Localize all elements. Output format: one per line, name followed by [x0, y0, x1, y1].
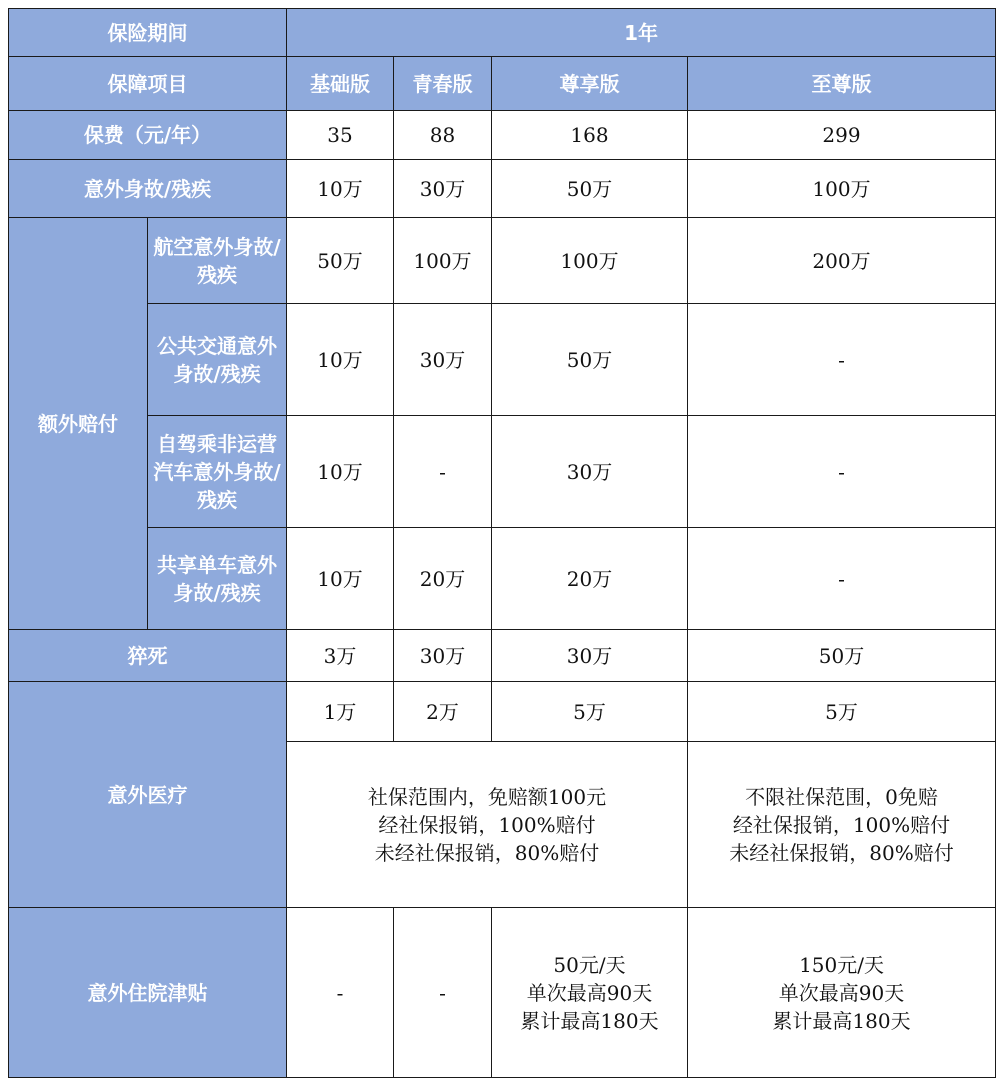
table-cell: 30万 — [492, 416, 688, 528]
table-cell: 299 — [688, 111, 996, 160]
table-row — [9, 630, 996, 682]
hospital-allowance-label: 意外住院津贴 — [9, 908, 287, 1078]
table-cell: 50元/天 单次最高90天 累计最高180天 — [492, 908, 688, 1078]
table-row — [9, 682, 996, 742]
extra-item-label: 共享单车意外身故/残疾 — [148, 528, 287, 630]
table-cell: - — [287, 908, 394, 1078]
table-cell: 100万 — [394, 218, 492, 304]
insurance-comparison-table — [8, 8, 996, 1078]
medical-label: 意外医疗 — [9, 682, 287, 908]
premium-label: 保费（元/年） — [9, 111, 287, 160]
table-cell: 5万 — [492, 682, 688, 742]
table-cell: 168 — [492, 111, 688, 160]
table-cell: 20万 — [394, 528, 492, 630]
table-cell: 100万 — [688, 160, 996, 218]
table-row — [9, 304, 996, 416]
table-cell: 35 — [287, 111, 394, 160]
table-cell: - — [394, 416, 492, 528]
table-cell: 50万 — [287, 218, 394, 304]
table-cell: - — [688, 304, 996, 416]
table-cell: 3万 — [287, 630, 394, 682]
table-cell: 20万 — [492, 528, 688, 630]
table-cell: 100万 — [492, 218, 688, 304]
table-row — [9, 416, 996, 528]
table-cell: 50万 — [492, 160, 688, 218]
table-cell: 10万 — [287, 160, 394, 218]
table-cell: 50万 — [688, 630, 996, 682]
extra-payout-label: 额外赔付 — [9, 218, 148, 630]
period-value: 1年 — [287, 9, 996, 57]
table-cell: 30万 — [492, 630, 688, 682]
table-row — [9, 9, 996, 57]
table-row — [9, 218, 996, 304]
accident-death-label: 意外身故/残疾 — [9, 160, 287, 218]
table-row — [9, 111, 996, 160]
medical-terms-standard: 社保范围内，免赔额100元 经社保报销，100%赔付 未经社保报销，80%赔付 — [287, 742, 688, 908]
sudden-death-label: 猝死 — [9, 630, 287, 682]
table-cell: - — [688, 528, 996, 630]
extra-item-label: 航空意外身故/残疾 — [148, 218, 287, 304]
table-cell: - — [394, 908, 492, 1078]
table-cell: 5万 — [688, 682, 996, 742]
medical-terms-supreme: 不限社保范围，0免赔 经社保报销，100%赔付 未经社保报销，80%赔付 — [688, 742, 996, 908]
table-row — [9, 160, 996, 218]
extra-item-label: 自驾乘非运营汽车意外身故/残疾 — [148, 416, 287, 528]
table-cell: - — [688, 416, 996, 528]
table-cell: 150元/天 单次最高90天 累计最高180天 — [688, 908, 996, 1078]
items-label: 保障项目 — [9, 57, 287, 111]
plan-header-premium: 尊享版 — [492, 57, 688, 111]
table-cell: 88 — [394, 111, 492, 160]
plan-header-youth: 青春版 — [394, 57, 492, 111]
table-cell: 2万 — [394, 682, 492, 742]
table-row — [9, 57, 996, 111]
table-cell: 30万 — [394, 630, 492, 682]
table-cell: 200万 — [688, 218, 996, 304]
table-cell: 10万 — [287, 304, 394, 416]
table-cell: 10万 — [287, 416, 394, 528]
table-row — [9, 908, 996, 1078]
table-cell: 10万 — [287, 528, 394, 630]
plan-header-supreme: 至尊版 — [688, 57, 996, 111]
table-cell: 50万 — [492, 304, 688, 416]
table-row — [9, 528, 996, 630]
extra-item-label: 公共交通意外身故/残疾 — [148, 304, 287, 416]
table-cell: 30万 — [394, 304, 492, 416]
table-cell: 1万 — [287, 682, 394, 742]
plan-header-basic: 基础版 — [287, 57, 394, 111]
table-cell: 30万 — [394, 160, 492, 218]
period-label: 保险期间 — [9, 9, 287, 57]
